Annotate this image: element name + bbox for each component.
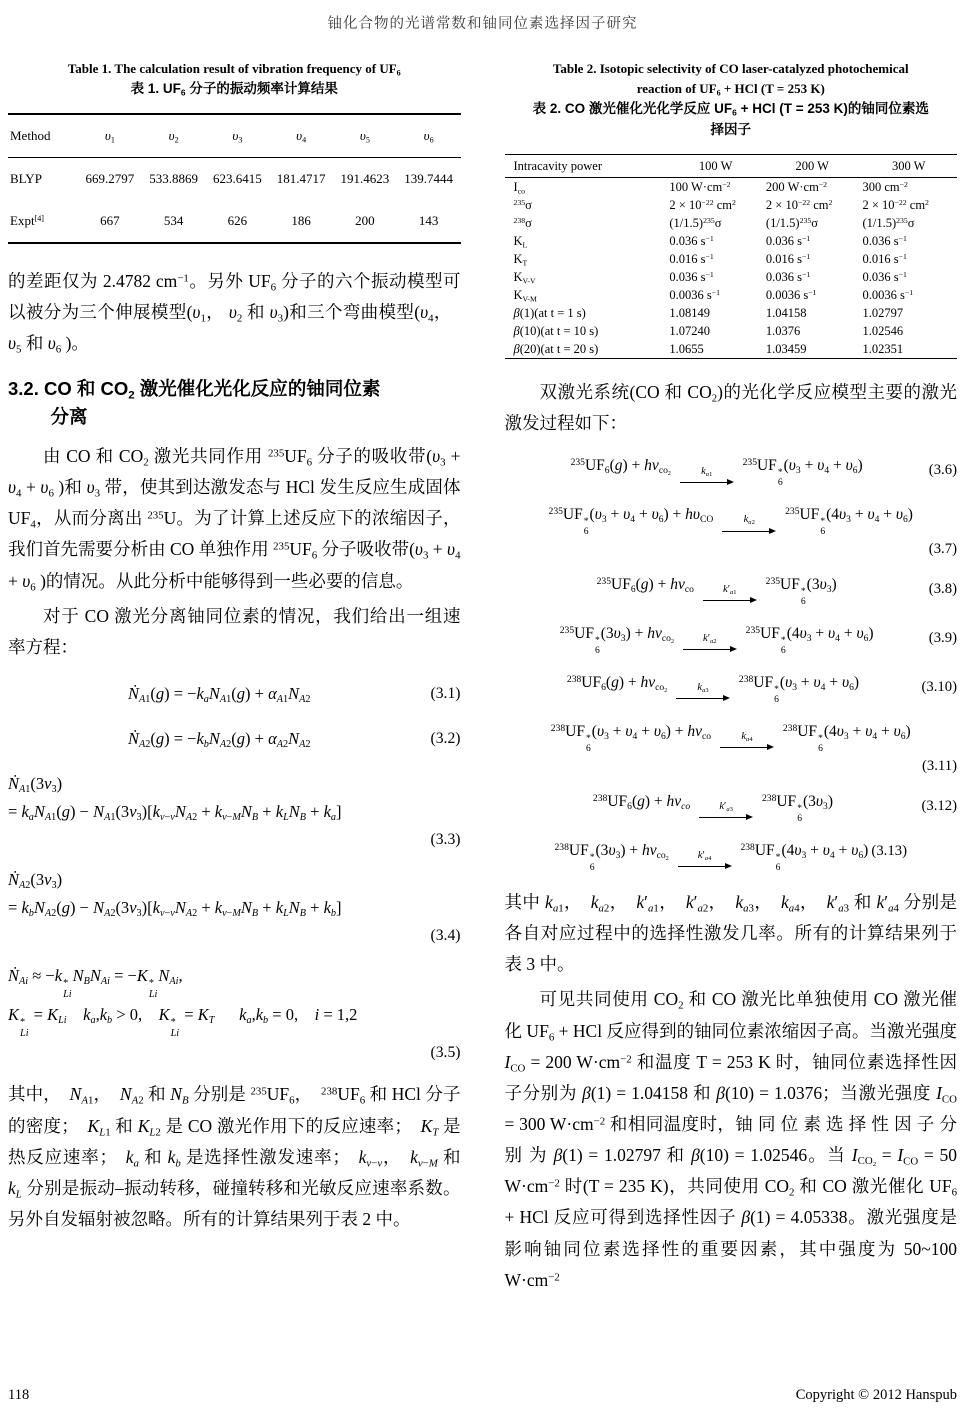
reaction-arrow: $k'_{a3}$: [699, 802, 753, 822]
table-header-cell: $\upsilon_3$: [232, 128, 243, 145]
table-cell: 1.07240: [669, 323, 711, 338]
table-cell: $K_{V-M}$: [513, 287, 537, 303]
equation-line: $^{235}$UF * 6 $(\upsilon_3 + \upsilon_4 + \upsilon_6) + h\upsilon_{CO}$ $k_{a2}$ $^{235}$UF * 6 $(4\upsilon_3 + \upsilon_4 + \upsilon_6)$: [548, 506, 913, 538]
table-cell: 0.016 $s^{-1}$: [765, 251, 811, 266]
table-row: [8, 158, 461, 201]
table-cell: 0.036 $s^{-1}$: [765, 233, 811, 248]
table-cell: 0.0036 $s^{-1}$: [669, 287, 721, 302]
table-cell: $2 \times 10^{-22}$ $cm^2$: [669, 197, 736, 212]
paragraph-symbol-definitions: 其中， $N_{A1}$， $N_{A2}$ 和 $N_B$ 分别是 $^{235}UF_6$， $^{238}UF_6$ 和 HCl 分子的密度； $K_{L1}$ 和 $K_{L2}$ 是 CO 激光作用下的反应速率； $K_T$ 是热反应速率； $k_a$ 和 $k_b$ 是选择性激发速率； $k_{v-v}$， $k_{v-M}$ 和 $k_L$ 分别是振动–振动转移，碰撞转移和光敏反应速率系数。另外自发辐射被忽略。所有的计算结果列于表 2 中。: [8, 1084, 461, 1229]
equation-number: (3.2): [430, 730, 461, 748]
equation-line: $^{238}UF_6(g) + h\nu_{co}$ $k'_{a3}$ $^{238}$UF * 6 $(3\upsilon_3)$: [592, 793, 833, 824]
table-cell: $K_T$: [513, 251, 528, 267]
table2-caption: [505, 59, 958, 141]
table1-caption-en: Table 1. The calculation result of vibration frequency of $UF_6$: [67, 61, 401, 78]
table-header-row: [505, 155, 958, 178]
table2-isotopic-selectivity: [505, 154, 958, 359]
table-cell: 0.036 $s^{-1}$: [669, 233, 714, 248]
section-heading-line1: 3.2. CO 和 $CO_2$ 激光催化光化反应的铀同位素: [8, 378, 381, 402]
table1-vibration-frequency: [8, 113, 461, 244]
table-row: [505, 304, 958, 322]
equation-number: (3.13): [871, 843, 907, 860]
equation-line: $^{238}UF_6(g) + h\nu_{co_2}$ $k_{a3}$ $^{238}$UF * 6 $(\upsilon_3 + \upsilon_4 + \upsilon_6)$: [566, 674, 860, 706]
equation-3.8: [505, 572, 958, 607]
equation-number: (3.10): [921, 679, 957, 696]
table-cell: 533.8869: [149, 171, 198, 187]
table1-caption-zh: 表 1. $UF_6$ 分子的振动频率计算结果: [130, 81, 338, 98]
equation-3.11: [505, 719, 958, 775]
table-cell: 623.6415: [213, 171, 262, 187]
equation-line: Ṅ$_{A1}$(g) = $-k_aN_{A1}(g) + \alpha_{A1}N_{A2}$: [127, 683, 311, 706]
table-cell: 0.016 $s^{-1}$: [669, 251, 714, 266]
table-cell: β(20)(at t = 20 s): [505, 340, 668, 359]
table-cell: BLYP: [10, 171, 42, 187]
table-row: [505, 232, 958, 250]
reaction-arrow: $k_{a2}$: [722, 515, 776, 535]
equation-number: (3.5): [430, 1044, 461, 1062]
table-cell: $^{238}$σ: [513, 215, 532, 230]
table-cell: 0.036 $s^{-1}$: [765, 269, 811, 284]
equation-number: (3.11): [921, 758, 957, 775]
table-cell: 186: [291, 213, 311, 229]
table-cell: $2 \times 10^{-22}$ $cm^2$: [862, 197, 929, 212]
table-header-cell: $\upsilon_1$: [104, 128, 115, 145]
equation-3.1: [8, 680, 461, 708]
table-cell: $(1/1.5)^{235}\sigma$: [862, 215, 915, 230]
table-header-cell: $\upsilon_2$: [168, 128, 179, 145]
table-cell: β(1)(at t = 1 s): [513, 305, 586, 320]
table2-caption-en-line2: reaction of $UF_6$ + HCl (T = 253 K): [636, 81, 825, 98]
table1-caption: [8, 59, 461, 100]
table-cell: $(1/1.5)^{235}\sigma$: [765, 215, 818, 230]
table-cell: 181.4717: [276, 171, 326, 187]
running-header: 铀化合物的光谱常数和铀同位素选择因子研究: [327, 16, 638, 32]
reaction-arrow: $k'_{a4}$: [678, 851, 732, 871]
copyright-notice: Copyright © 2012 Hanspub: [795, 1387, 957, 1403]
table-cell: 1.08149: [669, 305, 711, 320]
two-column-layout: [8, 57, 957, 1300]
equation-3.5: [8, 962, 461, 1062]
equation-number: (3.6): [928, 462, 957, 479]
table-cell: 300 $cm^{-2}$: [862, 179, 908, 194]
equation-number-line: [8, 925, 461, 945]
equation-line: = $k_aN_{A1}(g) - N_{A1}(3\nu_3)[k_{v-v}N_{A2} + k_{v-M}N_B + k_LN_B + k_a]$: [8, 802, 342, 824]
excitation-reactions-block: [505, 453, 958, 873]
table-cell: 0.016 $s^{-1}$: [862, 251, 907, 266]
table-cell: 191.4623: [340, 171, 390, 187]
table-row: [505, 322, 958, 340]
equation-body: [505, 453, 929, 488]
table-cell: 200 $W\cdot cm^{-2}$: [765, 179, 828, 194]
table-cell: 139.7444: [404, 171, 453, 187]
table-cell: 0.036 $s^{-1}$: [862, 233, 907, 248]
table-header-cell: 200 W: [764, 155, 861, 178]
left-column: [8, 57, 461, 1300]
table-cell: $(1/1.5)^{235}\sigma$: [669, 215, 722, 230]
section-heading-3-2: [8, 375, 461, 431]
table-header-cell: $\upsilon_5$: [359, 128, 370, 145]
table-row: [505, 178, 958, 197]
table-cell: $I_{co}$: [513, 179, 525, 195]
reaction-arrow: $k_{a4}$: [720, 732, 774, 752]
table-cell: 1.02797: [862, 305, 904, 320]
table-row: [8, 200, 461, 243]
equation-line: = $k_bN_{A2}(g) - N_{A2}(3\nu_3)[k_{v-v}N_{A2} + k_{v-M}N_B + k_LN_B + k_b]$: [8, 898, 342, 920]
equation-line: Ṅ$_{A2}$(g) = $-k_bN_{A2}(g) + \alpha_{A2}N_{A2}$: [127, 729, 311, 751]
table-cell: 200: [355, 213, 375, 229]
equation-body: [8, 770, 461, 826]
reaction-arrow: $k'_{a2}$: [683, 634, 737, 654]
equation-number: (3.7): [928, 541, 957, 558]
table-cell: 667: [100, 213, 120, 229]
section-heading-line2: 分离: [50, 406, 88, 428]
paragraph-results-discussion: 可见共同使用 $CO_2$ 和 CO 激光比单独使用 CO 激光催化 $UF_6$ + HCl 反应得到的铀同位素浓缩因子高。当激光强度 $I_{CO} = 200$ $W\cdot cm^{-2}$ 和温度 T = 253 K 时，铀同位素选择性因子分别为 β(1) = 1.04158 和 β(10) = 1.0376；当激光强度 $I_{CO} = 300$ $W\cdot cm^{-2}$ 和相同温度时，铀 同 位 素 选 择 性 因 子 分 别 为 β(1) = 1.02797 和 β(10) = 1.02546。当 $I_{CO_2} = I_{CO} = 50$ $W\cdot cm^{-2}$ 时(T = 235 K)，共同使用 $CO_2$ 和 CO 激光催化 $UF_6$ + HCl 反应可得到选择性因子 β(1) = 4.05338。激光强度是影响铀同位素选择性的重要因素，其中强度为 50~100 $W\cdot cm^{-2}$: [504, 989, 958, 1290]
rate-equations-block: [8, 680, 461, 1062]
equation-number-line: [8, 829, 461, 849]
paragraph-excitation-probabilities: 其中 $k_{a1}$， $k_{a2}$， $k'_{a1}$， $k'_{a2}$， $k_{a3}$， $k_{a4}$， $k'_{a3}$ 和 $k'_{a4}$ 分别是各自对应过程中的选择性激发几率。所有的计算结果列于表 3 中。: [504, 892, 958, 975]
table-cell: 0.036 $s^{-1}$: [862, 269, 907, 284]
right-column: [505, 57, 958, 1300]
equation-3.2: [8, 725, 461, 753]
equation-body: [8, 680, 431, 708]
equation-3.4: [8, 866, 461, 945]
page-number: 118: [8, 1387, 30, 1403]
equation-number-line: [8, 1042, 461, 1062]
equation-3.10: [505, 670, 958, 705]
equation-line: $^{235}$UF * 6 $(3\upsilon_3) + h\nu_{co_2}$ $k'_{a2}$ $^{235}$UF * 6 $(4\upsilon_3 + \upsilon_4 + \upsilon_6)$: [559, 625, 874, 657]
equation-body: [505, 670, 922, 705]
equation-number-line: [505, 540, 958, 558]
equation-line: K * Li = $K_{Li}$ $k_a,k_b > 0$, K * Li = $K_T$ $k_a,k_b = 0$, i = 1,2: [8, 1004, 358, 1039]
equation-3.3: [8, 770, 461, 849]
table-cell: 143: [418, 213, 439, 229]
reaction-arrow: $k'_{a1}$: [703, 585, 757, 605]
equation-line: $^{238}$UF * 6 $(3\upsilon_3) + h\nu_{co_2}$ $k'_{a4}$ $^{238}$UF * 6 $(4\upsilon_3 + \upsilon_4 + \upsilon_6)$ (3.13): [554, 842, 907, 873]
equation-line: $^{235}UF_6(g) + h\nu_{co_2}$ $k_{a1}$ $^{235}$UF * 6 $(\upsilon_3 + \upsilon_4 + \upsilon_6)$: [570, 457, 863, 489]
equation-number: (3.1): [430, 684, 461, 702]
table-cell: 1.02546: [862, 323, 904, 338]
table2-caption-zh-line1: 表 2. CO 激光催化光化学反应 $UF_6$ + HCl (T = 253 K)的铀同位素选: [532, 101, 929, 118]
table-cell: 1.02351: [860, 340, 957, 359]
table-header-cell: 100 W: [667, 155, 764, 178]
table-cell: 1.03459: [764, 340, 861, 359]
table-cell: $K_{V-V}$: [513, 269, 536, 285]
equation-number-line: [505, 757, 958, 775]
equation-body: [505, 838, 958, 873]
equation-3.13: [505, 838, 958, 873]
equation-3.9: [505, 621, 958, 656]
table-cell: $K_L$: [513, 233, 528, 249]
table-cell: 100 $W\cdot cm^{-2}$: [669, 179, 731, 194]
table-header-cell: $\upsilon_4$: [296, 128, 307, 145]
equation-number: (3.8): [928, 581, 957, 598]
table-header-cell: Method: [10, 128, 51, 144]
table-row: [505, 214, 958, 232]
table-row: [505, 250, 958, 268]
table-cell: β(10)(at t = 10 s): [513, 323, 599, 338]
paragraph-rate-equations-intro: 对于 CO 激光分离铀同位素的情况，我们给出一组速率方程：: [8, 605, 461, 657]
table-row: [505, 286, 958, 304]
table-cell: 0.0036 $s^{-1}$: [862, 287, 914, 302]
equation-body: [505, 719, 958, 754]
page-footer: [8, 1387, 957, 1404]
equation-3.6: [505, 453, 958, 488]
table-cell: 0.0036 $s^{-1}$: [765, 287, 817, 302]
table-cell: 1.04158: [765, 305, 807, 320]
equation-body: [8, 962, 461, 1039]
table-cell: 534: [163, 213, 184, 229]
equation-body: [505, 789, 922, 824]
table-cell: Expt[4]: [10, 213, 44, 229]
equation-line: Ṅ$_{Ai}$ ≈ −k * Li $N_BN_{Ai} = -K$ * Li $N_{Ai}$,: [8, 966, 183, 1001]
table2-caption-zh-line2: 择因子: [710, 122, 751, 138]
paragraph-dual-laser-intro: 双激光系统(CO 和 $CO_2$)的光化学反应模型主要的激光激发过程如下：: [504, 382, 957, 434]
table-cell: $^{235}$σ: [513, 197, 532, 212]
equation-number: (3.3): [430, 831, 461, 849]
equation-body: [505, 572, 929, 607]
table-row: [505, 196, 958, 214]
table-cell: $2 \times 10^{-22}$ $cm^2$: [765, 197, 833, 212]
equation-body: [8, 866, 461, 922]
equation-line: $Ṅ_{A1}(3\nu_3)$: [8, 774, 63, 796]
paragraph-co-co2-intro: 由 CO 和 $CO_2$ 激光共同作用 $^{235}UF_6$ 分子的吸收带($\upsilon_3 + \upsilon_4 + \upsilon_6$ )和 $\upsilon_3$ 带，使其到达激发态与 HCl 发生反应生成固体 $UF_4$，从而分离出 $^{235}$U。为了计算上述反应下的浓缩因子，我们首先需要分析由 CO 单独作用 $^{235}UF_6$ 分子吸收带($\upsilon_3 + \upsilon_4 + \upsilon_6$ )的情况。从此分析中能够得到一些必要的信息。: [8, 445, 461, 593]
table-header-cell: 300 W: [860, 155, 957, 178]
equation-3.12: [505, 789, 958, 824]
table-cell: 1.0655: [667, 340, 764, 359]
equation-3.7: [505, 502, 958, 558]
equation-body: [8, 725, 431, 753]
table2-caption-en-line1: Table 2. Isotopic selectivity of CO laser-catalyzed photochemical: [552, 61, 909, 76]
table-cell: 1.0376: [765, 323, 801, 338]
reaction-arrow: $k_{a3}$: [676, 683, 730, 703]
table-cell: 626: [227, 213, 248, 229]
table-cell: 669.2797: [85, 171, 135, 187]
paragraph-frequency-difference: 的差距仅为 2.4782 $cm^{-1}$。另外 $UF_6$ 分子的六个振动模型可以被分为三个伸展模型($\upsilon_1$， $\upsilon_2$ 和 $\upsilon_3$)和三个弯曲模型($\upsilon_4$， $\upsilon_5$ 和 $\upsilon_6$ )。: [8, 271, 461, 356]
equation-line: $^{235}UF_6(g) + h\nu_{co}$ $k'_{a1}$ $^{235}$UF * 6 $(3\upsilon_3)$: [596, 576, 837, 608]
equation-number: (3.12): [921, 798, 957, 815]
equation-line: $Ṅ_{A2}(3\nu_3)$: [8, 870, 63, 892]
equation-number: (3.9): [928, 630, 957, 647]
table-header-cell: Intracavity power: [505, 155, 668, 178]
table-row: [505, 268, 958, 286]
table-header-row: [8, 114, 461, 158]
equation-line: $^{238}$UF * 6 $(\upsilon_3 + \upsilon_4 + \upsilon_6) + h\nu_{co}$ $k_{a4}$ $^{238}$UF * 6 $(4\upsilon_3 + \upsilon_4 + \upsilon_6)$: [550, 723, 911, 755]
table-cell: 0.036 $s^{-1}$: [669, 269, 714, 284]
table-header-cell: $\upsilon_6$: [423, 128, 434, 145]
equation-body: [505, 621, 929, 656]
equation-body: [505, 502, 958, 537]
table-row: [505, 340, 958, 359]
equation-number: (3.4): [430, 927, 461, 945]
reaction-arrow: $k_{a1}$: [680, 467, 734, 487]
